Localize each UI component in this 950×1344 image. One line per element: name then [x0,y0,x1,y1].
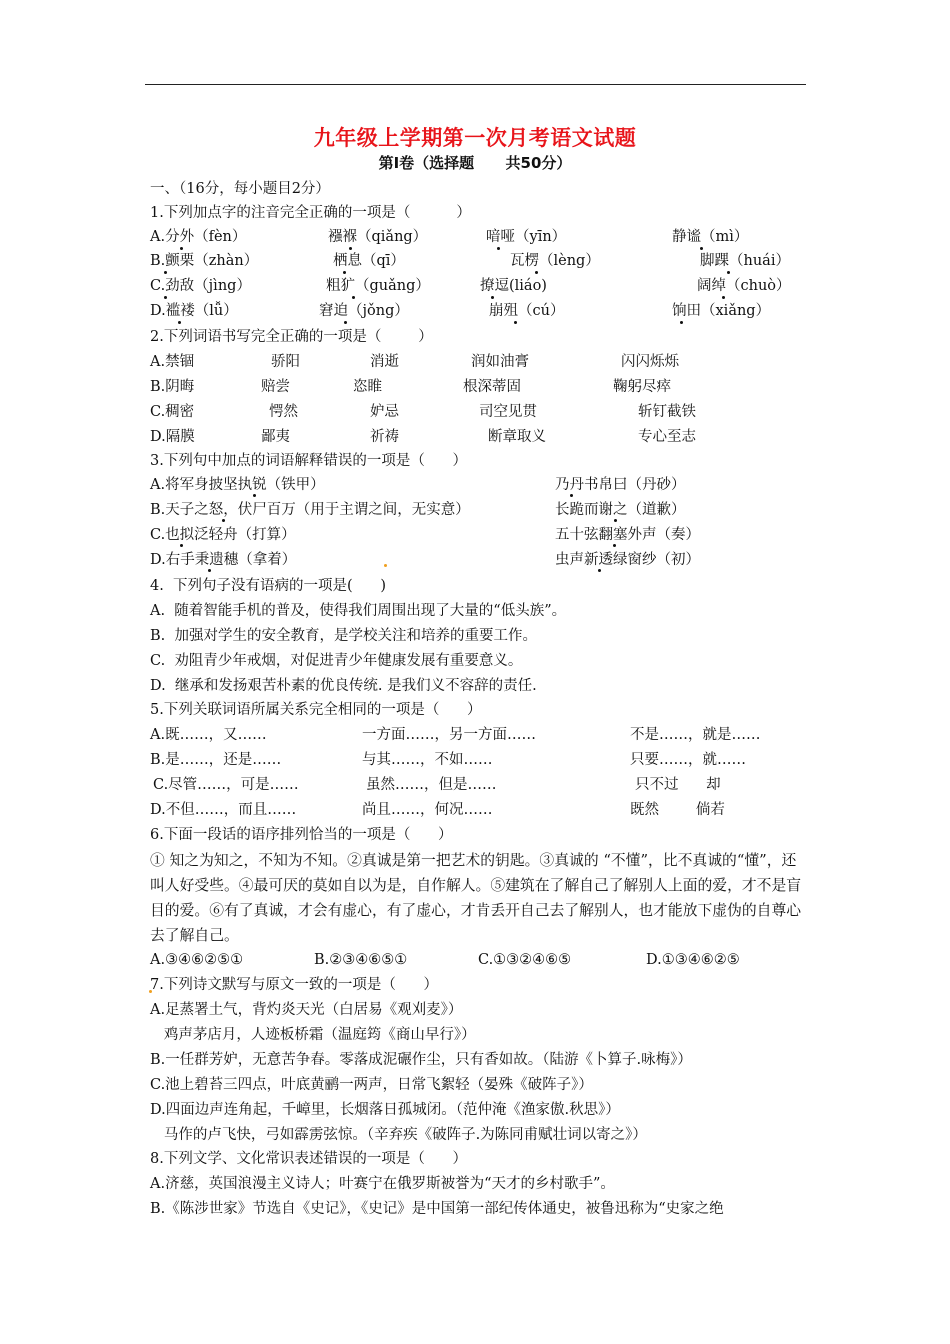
stray-mark [384,564,387,567]
option-cell: B.②③④⑥⑤① [314,952,408,968]
option-cell: 只不过 却 [635,777,721,793]
emphasis-dot [514,321,517,324]
option-cell: 专心至志 [638,429,696,445]
option-cell: 祈祷 [370,429,399,445]
question-stem: 7.下列诗文默写与原文一致的一项是（ ） [150,977,438,993]
option-cell: 尚且……，何况…… [362,802,493,818]
option-cell: 与其……，不如…… [362,752,493,768]
emphasis-dot [178,321,181,324]
option-cell: D.褴褛（lǚ） [150,303,238,319]
question-stem: 2.下列词语书写完全正确的一项是（ ） [150,329,433,345]
poem-line: B.一任群芳妒，无意苦争春。零落成泥碾作尘，只有香如故。（陆游《卜算子.咏梅》） [150,1052,692,1068]
option-cell: C.尽管……，可是…… [153,777,299,793]
option-cell: A.③④⑥②⑤① [150,952,244,968]
option-cell: B.阴晦 [150,379,195,395]
emphasis-dot [727,271,730,274]
option-cell: 骄阳 [271,354,300,370]
emphasis-dot [535,271,538,274]
question-stem: 3.下列句中加点的词语解释错误的一项是（ ） [150,453,467,469]
emphasis-dot [570,494,573,497]
option-cell: C.劲敌（jìng） [150,278,251,294]
question-stem: 5.下列关联词语所属关系完全相同的一项是（ ） [150,702,482,718]
option-cell: D.右手秉遗穗（拿着） [150,552,297,568]
emphasis-dot [343,271,346,274]
option-cell: 斩钉截铁 [638,404,696,420]
option-cell: 栖息（qī） [333,253,405,269]
option-cell: 闪闪烁烁 [621,354,679,370]
option-cell: 长跪而谢之（道歉） [555,502,686,518]
option-line: C. 劝阻青少年戒烟，对促进青少年健康发展有重要意义。 [150,653,523,669]
emphasis-dot [208,569,211,572]
emphasis-dot [344,321,347,324]
option-line: A.济慈，英国浪漫主义诗人；叶赛宁在俄罗斯被誉为“天才的乡村歌手”。 [150,1176,615,1192]
option-cell: 乃丹书帛曰（丹砂） [555,477,686,493]
exam-title: 九年级上学期第一次月考语文试题 [313,126,637,150]
option-cell: 饷田（xiǎng） [672,303,771,319]
option-cell: 一方面……，另一方面…… [362,727,536,743]
option-line: B.《陈涉世家》节选自《史记》，《史记》是中国第一部纪传体通史，被鲁迅称为“史家之绝 [150,1201,724,1217]
option-cell: A.禁锢 [150,354,195,370]
option-cell: C.也拟泛轻舟（打算） [150,527,296,543]
option-cell: 恣睢 [353,379,382,395]
option-cell: 断章取义 [488,429,546,445]
reading-passage: ① 知之为知之，不知为不知。②真诚是第一把艺术的钥匙。③真诚的 “不懂”，比不真诚的“懂”，还叫人好受些。④最可厌的莫如自以为是，自作解人。⑤建筑在了解自己了解别人上面的爱，才不是盲目的爱。⑥有了真诚，才会有虚心，有了虚心，才肯丢开自己去了解别人，也才能放下虚伪的自尊心去了解自己。 [150,852,802,944]
question-stem: 8.下列文学、文化常识表述错误的一项是（ ） [150,1151,467,1167]
option-cell: 不是……，就是…… [630,727,761,743]
option-cell: 消逝 [370,354,399,370]
option-line: B. 加强对学生的安全教育，是学校关注和培养的重要工作。 [150,628,537,644]
option-cell: 静谧（mì） [672,229,749,245]
section-label: 一、（16分，每小题目2分） [150,181,330,197]
emphasis-dot [222,519,225,522]
option-cell: C.稠密 [150,404,195,420]
option-cell: 襁褓（qiǎng） [328,229,428,245]
option-cell: 崩殂（cú） [489,303,565,319]
option-cell: B.天子之怒，伏尸百万（用于主谓之间，无实意） [150,502,470,518]
emphasis-dot [598,569,601,572]
emphasis-dot [253,494,256,497]
emphasis-dot [164,296,167,299]
option-cell: B.是……，还是…… [150,752,282,768]
option-cell: D.①③④⑥②⑤ [646,952,740,968]
option-cell: 润如油膏 [471,354,529,370]
option-cell: 既然 倘若 [630,802,725,818]
option-cell: 瓦楞（lèng） [510,253,600,269]
option-cell: A.既……，又…… [150,727,267,743]
poem-line: D.四面边声连角起，千嶂里，长烟落日孤城闭。（范仲淹《渔家傲.秋思》） [150,1102,620,1118]
option-cell: 只要……，就…… [630,752,746,768]
option-cell: 五十弦翻塞外声（奏） [555,527,700,543]
option-cell: 根深蒂固 [463,379,521,395]
option-cell: 窘迫（jǒng） [319,303,409,319]
option-cell: 虫声新透绿窗纱（初） [555,552,700,568]
option-cell: 赔尝 [261,379,290,395]
emphasis-dot [680,321,683,324]
part-subtitle: 第Ⅰ卷（选择题 共50分） [378,154,572,172]
emphasis-dot [349,247,352,250]
option-cell: A.分外（fèn） [150,229,247,245]
option-cell: 司空见贯 [479,404,537,420]
emphasis-dot [164,271,167,274]
emphasis-dot [700,247,703,250]
option-cell: 妒忌 [370,404,399,420]
emphasis-dot [497,247,500,250]
emphasis-dot [614,519,617,522]
option-cell: 脚踝（huái） [700,253,790,269]
option-cell: 阔绰（chuò） [697,278,791,294]
option-cell: 撩逗(liáo) [480,278,547,294]
question-stem: 1.下列加点字的注音完全正确的一项是（ ） [150,205,471,221]
option-line: D. 继承和发扬艰苦朴素的优良传统. 是我们义不容辞的责任. [150,678,537,694]
poem-line: 马作的卢飞快，弓如霹雳弦惊。（辛弃疾《破阵子.为陈同甫赋壮词以寄之》） [150,1127,647,1143]
option-cell: 鞠躬尽瘁 [613,379,671,395]
emphasis-dot [613,544,616,547]
option-cell: B.颤栗（zhàn） [150,253,259,269]
poem-line: A.足蒸署土气，背灼炎天光（白居易《观刈麦》） [150,1002,463,1018]
emphasis-dot [180,544,183,547]
option-cell: 鄙夷 [261,429,290,445]
option-cell: D.隔膜 [150,429,195,445]
emphasis-dot [352,296,355,299]
emphasis-dot [180,247,183,250]
option-cell: 虽然……，但是…… [366,777,497,793]
question-stem: 6.下面一段话的语序排列恰当的一项是（ ） [150,827,453,843]
option-cell: 愕然 [269,404,298,420]
header-rule [145,84,806,85]
option-cell: A.将军身披坚执锐（铁甲） [150,477,325,493]
question-stem: 4. 下列句子没有语病的一项是( ) [150,578,387,594]
emphasis-dot [722,296,725,299]
emphasis-dot [491,296,494,299]
option-cell: C.①③②④⑥⑤ [478,952,572,968]
poem-line: C.池上碧苔三四点，叶底黄鹂一两声，日常飞絮轻（晏殊《破阵子》） [150,1077,593,1093]
option-line: A. 随着智能手机的普及，使得我们周围出现了大量的“低头族”。 [150,603,567,619]
option-cell: 喑哑（yīn） [486,229,567,245]
option-cell: D.不但……，而且…… [150,802,297,818]
poem-line: 鸡声茅店月，人迹板桥霜（温庭筠《商山早行》） [150,1027,476,1043]
option-cell: 粗犷（guǎng） [326,278,430,294]
